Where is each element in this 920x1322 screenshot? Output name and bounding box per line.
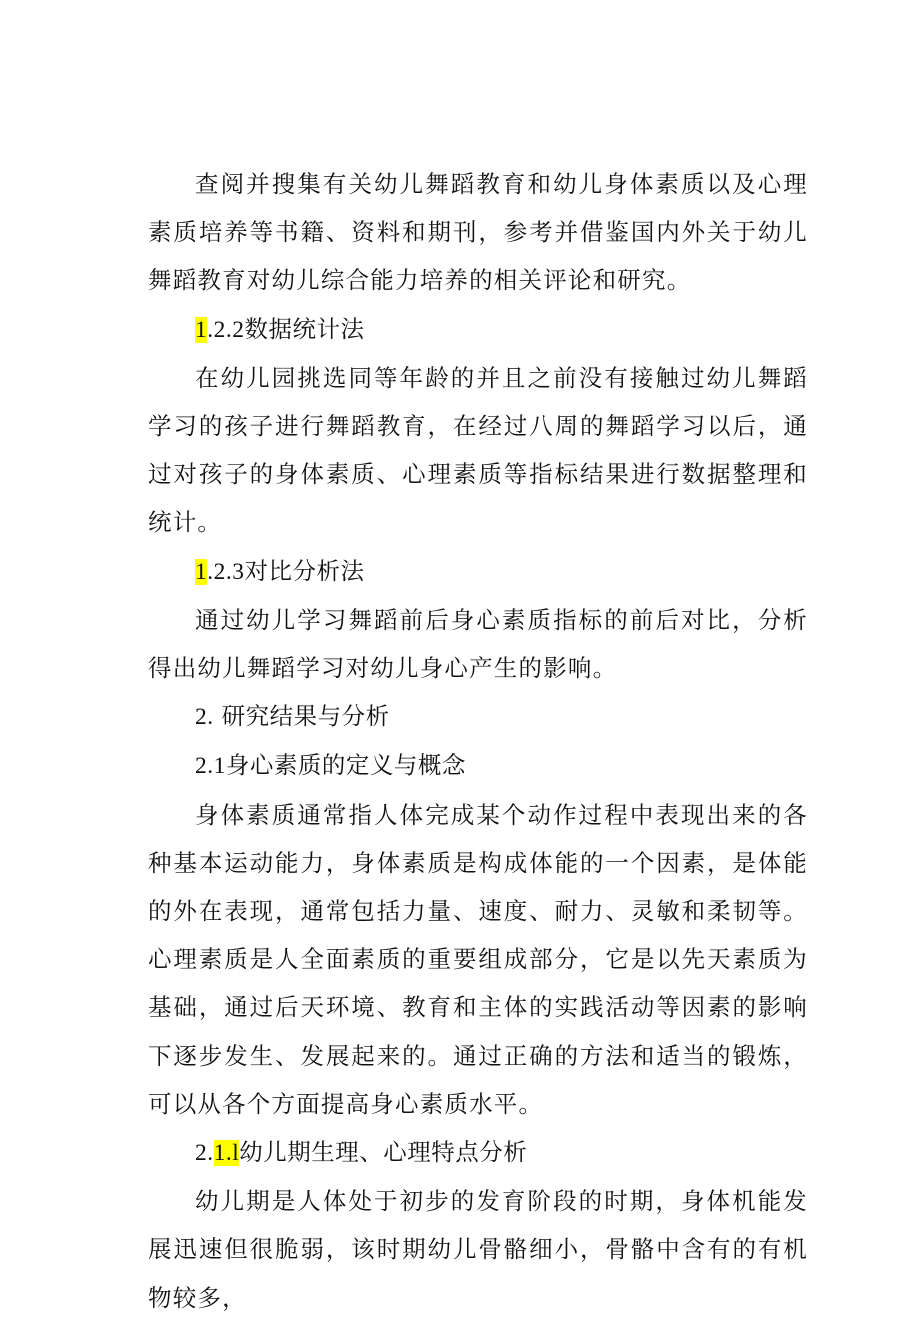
heading-number: .2.3	[207, 558, 245, 585]
highlight-mark: 1.l	[213, 1140, 240, 1167]
heading-number: .2.2	[207, 316, 245, 343]
heading-number: 2.	[195, 704, 214, 731]
paragraph-literature-review: 查阅并搜集有关幼儿舞蹈教育和幼儿身体素质以及心理素质培养等书籍、资料和期刊，参考并借鉴国内外关于幼儿舞蹈教育对幼儿综合能力培养的相关评论和研究。	[148, 170, 808, 295]
heading-2-1-1	[148, 1128, 808, 1177]
paragraph-early-childhood: 幼儿期是人体处于初步的发育阶段的时期，身体机能发展迅速但很脆弱，该时期幼儿骨骼细小，骨骼中含有的有机物较多，	[148, 1187, 808, 1312]
heading-2-1	[148, 741, 808, 790]
heading-text: 数据统计法	[244, 314, 365, 343]
highlight-mark: 1	[195, 558, 208, 585]
heading-2	[148, 692, 808, 741]
heading-number: 2.1	[195, 753, 226, 780]
document-body	[148, 160, 808, 1322]
heading-text: 幼儿期生理、心理特点分析	[239, 1138, 528, 1167]
heading-number: 2.	[195, 1140, 214, 1167]
paragraph-statistics-method: 在幼儿园挑选同等年龄的并且之前没有接触过幼儿舞蹈学习的孩子进行舞蹈教育，在经过八周的舞蹈学习以后，通过对孩子的身体素质、心理素质等指标结果进行数据整理和统计。	[148, 363, 808, 537]
paragraph-definition: 身体素质通常指人体完成某个动作过程中表现出来的各种基本运动能力，身体素质是构成体能的一个因素，是体能的外在表现，通常包括力量、速度、耐力、灵敏和柔韧等。心理素质是人全面素质的重要组成部分，它是以先天素质为基础，通过后天环境、教育和主体的实践活动等因素的影响下逐步发生、发展起来的。通过正确的方法和适当的锻炼，可以从各个方面提高身心素质水平。	[148, 800, 808, 1118]
paragraph-comparison-method: 通过幼儿学习舞蹈前后身心素质指标的前后对比，分析得出幼儿舞蹈学习对幼儿身心产生的影响。	[148, 605, 808, 683]
heading-text: 研究结果与分析	[213, 702, 390, 731]
heading-text: 对比分析法	[244, 556, 365, 585]
heading-1-2-3	[148, 547, 808, 596]
highlight-mark: 1	[195, 316, 208, 343]
heading-text: 身心素质的定义与概念	[225, 751, 466, 780]
heading-1-2-2	[148, 305, 808, 354]
